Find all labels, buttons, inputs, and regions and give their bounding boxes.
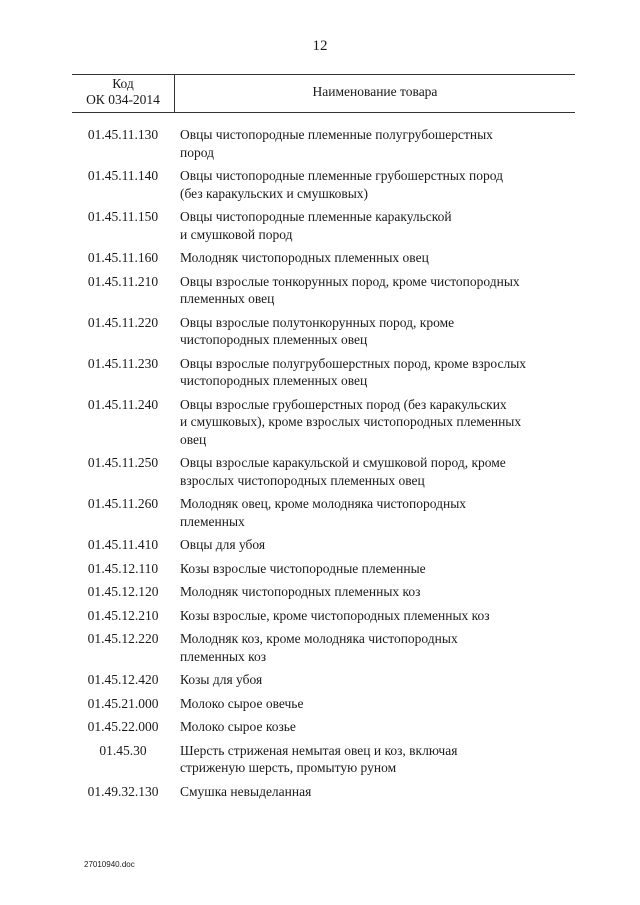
- row-name: Овцы взрослые тонкорунных пород, кроме чистопородных племенных овец: [180, 273, 520, 306]
- row-code: 01.45.11.410: [87, 537, 159, 552]
- row-name: Молоко сырое козье: [180, 719, 296, 734]
- column-header-name: Наименование товара: [312, 84, 438, 99]
- row-code: 01.45.21.000: [87, 695, 159, 711]
- column-header-code-line2: ОК 034-2014: [86, 92, 160, 107]
- table-row: [72, 454, 575, 489]
- row-code: 01.45.11.250: [87, 455, 159, 470]
- table-row: [72, 167, 575, 202]
- table-row: [72, 126, 575, 161]
- table-row: [72, 208, 575, 243]
- row-name: Молодняк чистопородных племенных коз: [180, 584, 421, 599]
- table-row: [72, 695, 575, 713]
- row-name: Овцы взрослые грубошерстных пород (без каракульских и смушковых), кроме взрослых чистопородных племенных овец: [180, 396, 522, 447]
- table-row: [72, 396, 575, 449]
- table-row: [72, 314, 575, 349]
- row-code: 01.45.12.420: [87, 672, 159, 687]
- row-code: 01.45.11.230: [87, 355, 159, 371]
- table-row: [72, 607, 575, 625]
- table-row: [72, 495, 575, 530]
- row-name: Овцы для убоя: [180, 537, 266, 552]
- row-code: 01.45.12.110: [87, 560, 159, 576]
- table-row: [72, 249, 575, 267]
- table-row: [72, 671, 575, 689]
- table-row: [72, 536, 575, 554]
- table-row: [72, 273, 575, 308]
- row-code: 01.45.12.220: [87, 631, 159, 646]
- row-name: Овцы взрослые полутонкорунных пород, кроме чистопородных племенных овец: [180, 314, 455, 347]
- row-code: 01.45.12.210: [87, 607, 159, 623]
- row-name: Овцы чистопородные племенные полугрубошерстных пород: [180, 127, 493, 160]
- row-code: 01.45.11.220: [87, 314, 159, 330]
- row-name: Овцы взрослые каракульской и смушковой пород, кроме взрослых чистопородных племенных овец: [180, 455, 506, 488]
- row-code: 01.45.22.000: [87, 719, 159, 734]
- table-row: [72, 742, 575, 777]
- row-name: Овцы чистопородные племенные каракульской и смушковой пород: [180, 209, 452, 242]
- row-code: 01.45.11.240: [87, 396, 159, 412]
- row-name: Козы для убоя: [180, 672, 263, 687]
- table-header-top-rule: [72, 74, 575, 75]
- row-name: Молодняк чистопородных племенных овец: [180, 250, 429, 265]
- row-code: 01.45.11.130: [87, 127, 159, 142]
- row-name: Смушка невыделанная: [180, 783, 312, 799]
- row-code: 01.45.11.150: [87, 209, 159, 224]
- table-row: [72, 783, 575, 801]
- row-code: 01.45.11.160: [87, 250, 159, 265]
- column-header-code: [72, 76, 174, 108]
- footer-filename: 27010940.doc: [84, 860, 135, 869]
- table-header-bottom-rule: [72, 112, 575, 113]
- row-code: 01.45.11.140: [87, 168, 159, 183]
- row-name: Козы взрослые, кроме чистопородных племенных коз: [180, 607, 490, 623]
- row-name: Козы взрослые чистопородные племенные: [180, 560, 426, 576]
- row-code: 01.45.11.210: [87, 273, 159, 289]
- row-code: 01.45.12.120: [87, 584, 159, 599]
- row-name: Шерсть стриженая немытая овец и коз, включая стриженую шерсть, промытую руном: [180, 742, 458, 775]
- table-row: [72, 583, 575, 601]
- table-row: [72, 630, 575, 665]
- table-row: [72, 560, 575, 578]
- table-body: [72, 126, 575, 806]
- table-row: [72, 355, 575, 390]
- row-name: Молодняк овец, кроме молодняка чистопородных племенных: [180, 496, 467, 529]
- row-name: Молодняк коз, кроме молодняка чистопородных племенных коз: [180, 631, 458, 664]
- row-code: 01.49.32.130: [87, 783, 159, 799]
- table-row: [72, 718, 575, 736]
- row-code: 01.45.11.260: [87, 496, 159, 511]
- row-name: Молоко сырое овечье: [180, 695, 304, 711]
- row-code: 01.45.30: [99, 742, 147, 758]
- row-name: Овцы чистопородные племенные грубошерстных пород (без каракульских и смушковых): [180, 168, 503, 201]
- column-header-code-line1: Код: [112, 76, 134, 91]
- page-number: 12: [312, 38, 328, 54]
- row-name: Овцы взрослые полугрубошерстных пород, кроме взрослых чистопородных племенных овец: [180, 355, 527, 388]
